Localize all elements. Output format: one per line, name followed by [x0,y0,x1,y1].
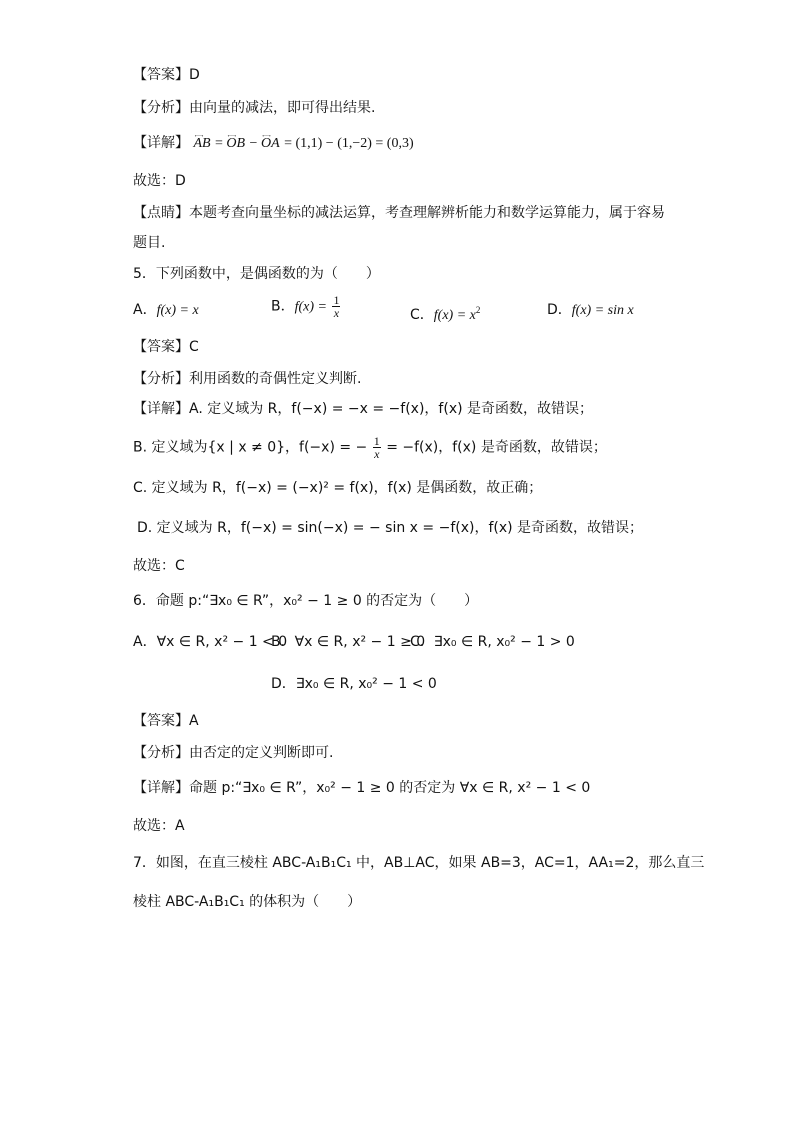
analysis-text: 由向量的减法，即可得出结果. [189,100,376,116]
q4-analysis-line [133,98,375,118]
answer-tag: 【答案】 [133,713,189,729]
vector-oa: ←→ OA [261,134,280,154]
detail-tag: 【详解】 [133,135,189,151]
q6-option-b: B．∀x ∈ R, x² − 1 ≥ 0 [271,634,426,650]
q6-stem: 6．命题 p:“∃x₀ ∈ R”，x₀² − 1 ≥ 0 的否定为（ ） [133,593,479,609]
analysis-text: 利用函数的奇偶性定义判断. [189,371,362,387]
answer-tag: 【答案】 [133,339,189,355]
q5-detail-b: B. 定义域为{x | x ≠ 0}，f(−x) = − $\frac{1}{x}$ = −f(x)，f(x) 是奇函数，故错误； [133,434,607,461]
answer-value: C [189,339,199,355]
q4-comment-line1 [133,203,665,223]
answer-value: A [189,713,199,729]
answer-value: D [189,67,200,83]
answer-tag: 【答案】 [133,67,189,83]
fraction: $\frac{1}{x}$ [333,293,340,320]
q5-detail-c: C. 定义域为 R，f(−x) = (−x)² = f(x)，f(x) 是偶函数，故正确； [133,480,543,496]
q5-answer-line [133,337,199,357]
analysis-tag: 【分析】 [133,745,189,761]
q7-stem-line1: 7．如图，在直三棱柱 ABC-A₁B₁C₁ 中，AB⊥AC，如果 AB=3，AC=1，AA₁=2，那么直三 [133,855,705,871]
vector-ob: ←→ OB [226,134,245,154]
q4-comment-line2: 题目. [133,235,166,251]
detail-tag: 【详解】 [133,401,189,417]
comment-text: 本题考查向量坐标的减法运算，考查理解辨析能力和数学运算能力，属于容易 [189,205,665,221]
q5-detail-a: 【详解】A. 定义域为 R，f(−x) = −x = −f(x)，f(x) 是奇函数，故错误； [133,401,594,417]
q6-answer-line [133,711,199,731]
q5-option-c: C．$f(x) = x^2$ [410,305,481,323]
q6-option-d: D．∃x₀ ∈ R, x₀² − 1 < 0 [271,676,437,692]
fraction: $\frac{1}{x}$ [373,434,380,461]
q7-stem-line2: 棱柱 ABC-A₁B₁C₁ 的体积为（ ） [133,894,362,910]
q5-stem: 5．下列函数中，是偶函数的为（ ） [133,266,380,282]
q4-answer-line [133,65,200,85]
q5-choice: 故选：C [133,558,185,574]
q5-option-d: D．f(x) = sin x [547,302,634,318]
q5-analysis-line [133,369,361,389]
detail-tag: 【详解】 [133,780,189,796]
q6-detail-line: 【详解】命题 p:“∃x₀ ∈ R”，x₀² − 1 ≥ 0 的否定为 ∀x ∈ R, x² − 1 < 0 [133,780,591,796]
q6-choice: 故选：A [133,818,185,834]
analysis-text: 由否定的定义判断即可. [189,745,334,761]
q5-option-a: A．f(x) = x [133,302,199,318]
q6-analysis-line [133,743,333,763]
q4-detail-line: 【详解】 ←→ AB = ←→ OB − ←→ OA = (1,1) − (1,−2) = (0,3) [133,133,414,154]
detail-formula: = (1,1) − (1,−2) = (0,3) [284,136,414,151]
q5-option-b: B．f(x) = $\frac{1}{x}$ [271,293,340,320]
analysis-tag: 【分析】 [133,100,189,116]
analysis-tag: 【分析】 [133,371,189,387]
q4-choice: 故选：D [133,173,186,189]
comment-tag: 【点睛】 [133,205,189,221]
vector-ab: ←→ AB [193,134,210,154]
q6-option-a: A．∀x ∈ R, x² − 1 < 0 [133,634,288,650]
q5-detail-d: D. 定义域为 R，f(−x) = sin(−x) = − sin x = −f(x)，f(x) 是奇函数，故错误； [137,520,644,536]
q6-option-c: C．∃x₀ ∈ R, x₀² − 1 > 0 [410,634,575,650]
